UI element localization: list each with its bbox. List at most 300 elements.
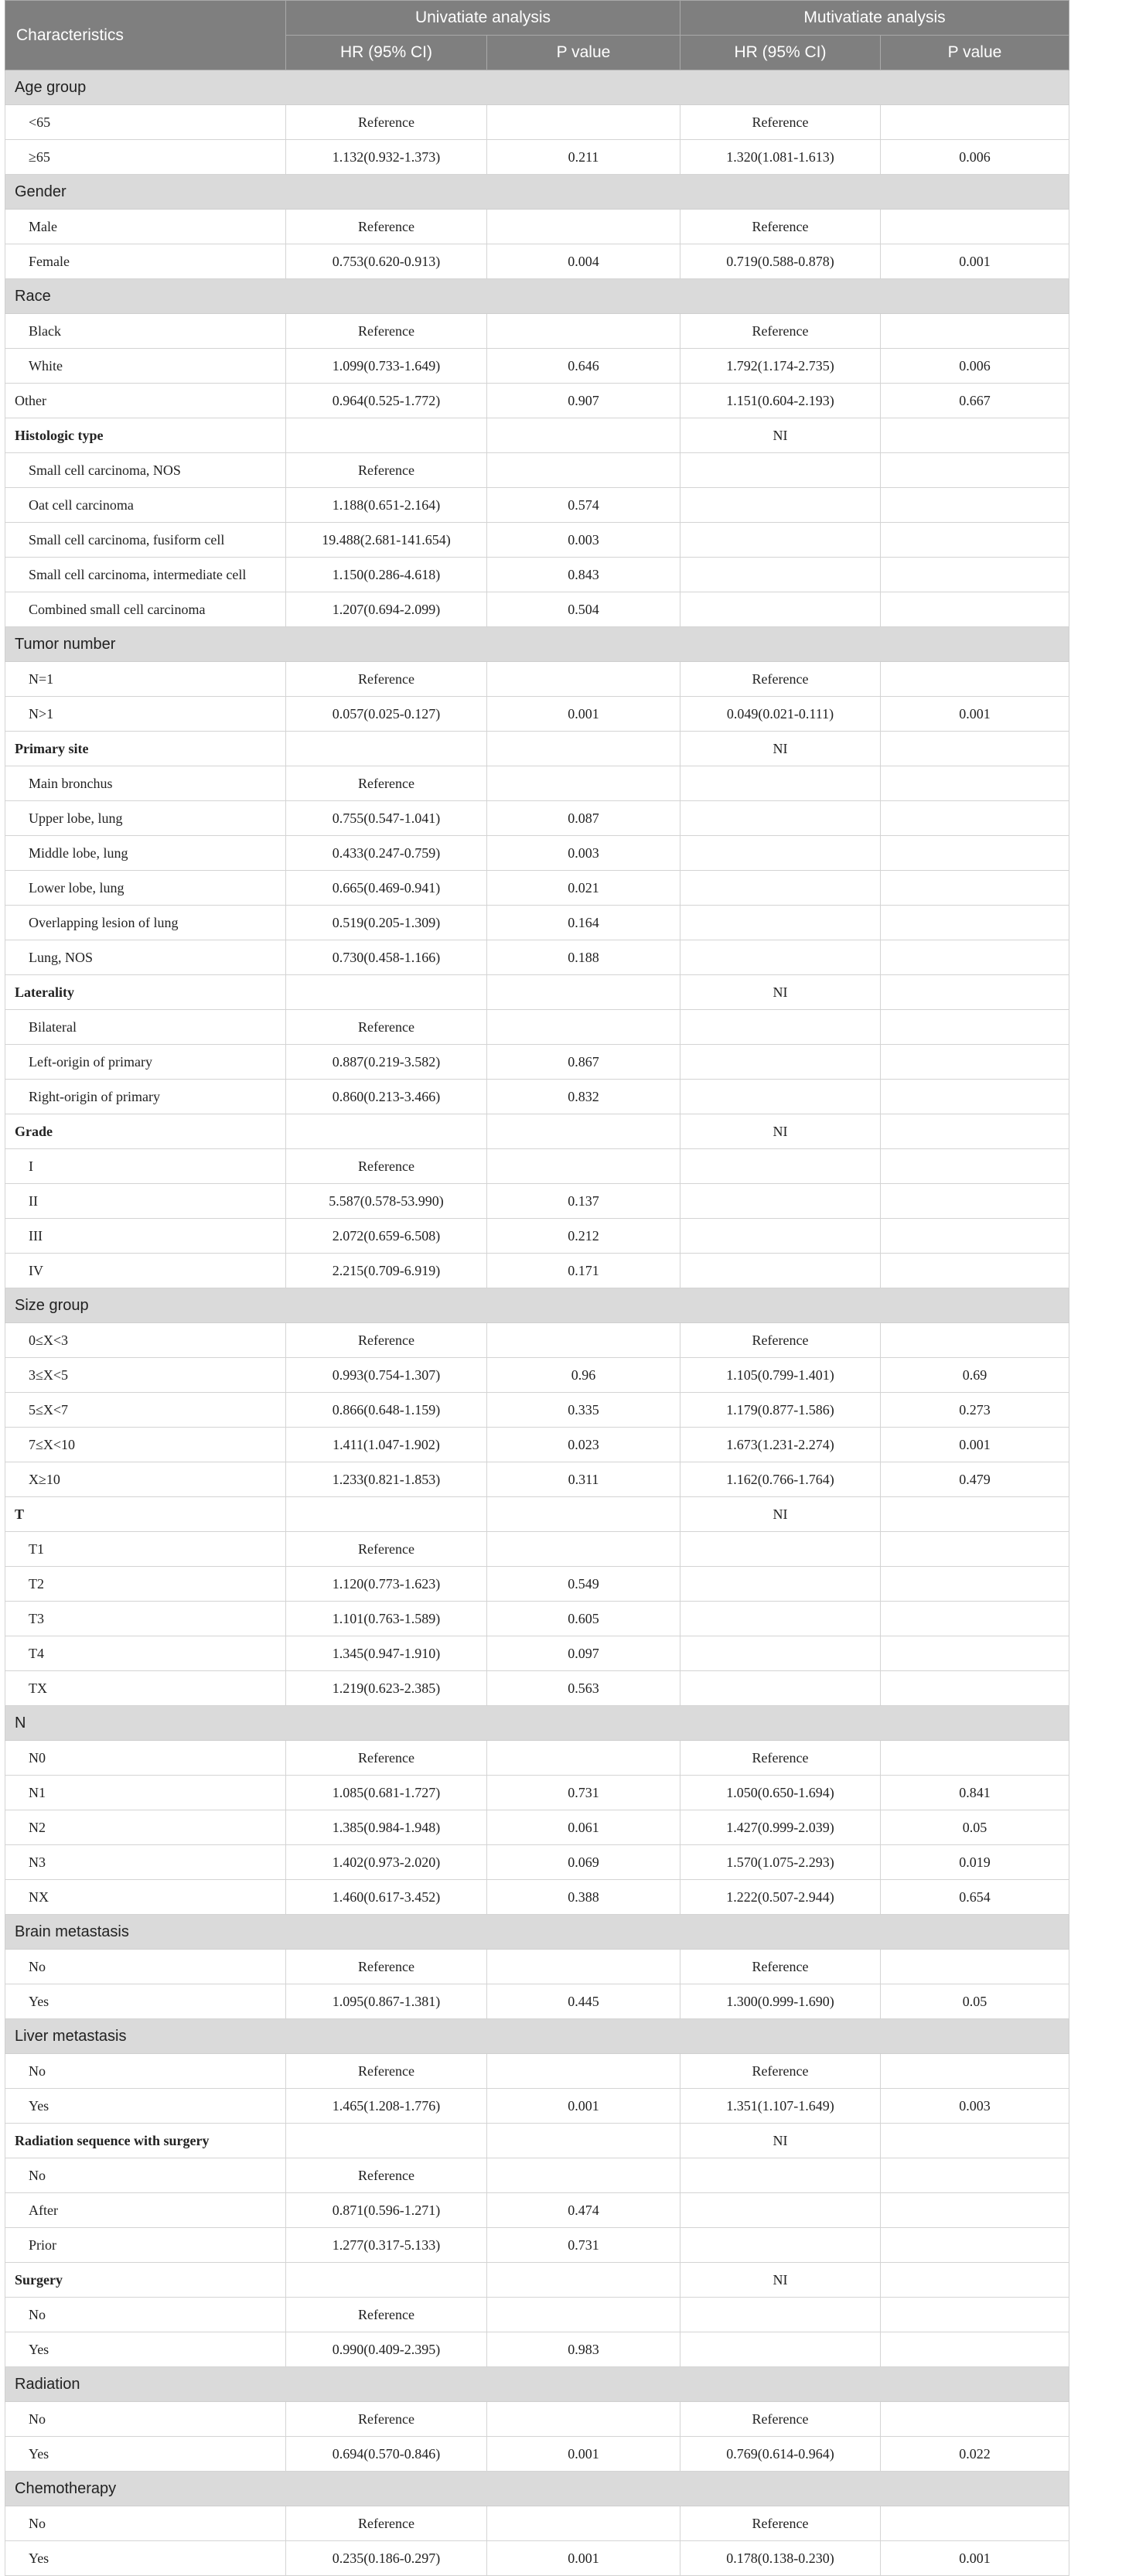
univariate-p-header: P value <box>487 36 680 70</box>
row-label: Middle lobe, lung <box>5 836 286 871</box>
univariate-hr-cell: 1.465(1.208-1.776) <box>286 2089 487 2124</box>
multivariate-hr-cell <box>680 558 881 592</box>
multivariate-hr-cell: 1.427(0.999-2.039) <box>680 1810 881 1845</box>
row-label: After <box>5 2193 286 2228</box>
univariate-p-cell: 0.731 <box>487 2228 680 2263</box>
univariate-hr-cell: Reference <box>286 453 487 488</box>
multivariate-hr-cell <box>680 1602 881 1636</box>
multivariate-hr-cell: 0.049(0.021-0.111) <box>680 697 881 732</box>
multivariate-p-cell <box>881 2124 1069 2158</box>
row-label: Lung, NOS <box>5 940 286 975</box>
multivariate-hr-cell: Reference <box>680 2054 881 2089</box>
table-body <box>5 70 1069 2576</box>
row-label: TX <box>5 1671 286 1706</box>
univariate-hr-cell: 0.866(0.648-1.159) <box>286 1393 487 1428</box>
section-label: Gender <box>5 175 1069 210</box>
row-label: Lower lobe, lung <box>5 871 286 906</box>
table-row <box>5 1254 1069 1288</box>
multivariate-p-cell <box>881 488 1069 523</box>
multivariate-p-cell: 0.479 <box>881 1462 1069 1497</box>
row-label: Small cell carcinoma, NOS <box>5 453 286 488</box>
multivariate-p-cell <box>881 1010 1069 1045</box>
multivariate-hr-cell <box>680 592 881 627</box>
univariate-hr-cell: 19.488(2.681-141.654) <box>286 523 487 558</box>
multivariate-p-cell: 0.001 <box>881 244 1069 279</box>
multivariate-hr-cell: Reference <box>680 1323 881 1358</box>
multivariate-hr-cell: Reference <box>680 210 881 244</box>
univariate-hr-cell: 1.132(0.932-1.373) <box>286 140 487 175</box>
section-header-row <box>5 279 1069 314</box>
multivariate-p-cell <box>881 418 1069 453</box>
univariate-p-cell: 0.023 <box>487 1428 680 1462</box>
univariate-p-cell: 0.212 <box>487 1219 680 1254</box>
univariate-hr-cell <box>286 732 487 766</box>
table-row <box>5 314 1069 349</box>
table-row <box>5 2298 1069 2332</box>
univariate-p-cell: 0.549 <box>487 1567 680 1602</box>
univariate-p-cell: 0.867 <box>487 1045 680 1080</box>
multivariate-hr-cell <box>680 453 881 488</box>
univariate-hr-cell: 0.433(0.247-0.759) <box>286 836 487 871</box>
row-label: Surgery <box>5 2263 286 2298</box>
row-label: Combined small cell carcinoma <box>5 592 286 627</box>
univariate-p-cell: 0.445 <box>487 1984 680 2019</box>
table-row <box>5 1776 1069 1810</box>
univariate-p-cell: 0.832 <box>487 1080 680 1114</box>
row-label: Histologic type <box>5 418 286 453</box>
univariate-hr-cell: 1.150(0.286-4.618) <box>286 558 487 592</box>
univariate-hr-cell: 2.215(0.709-6.919) <box>286 1254 487 1288</box>
univariate-p-cell: 0.96 <box>487 1358 680 1393</box>
univariate-p-cell <box>487 2054 680 2089</box>
table-row <box>5 1567 1069 1602</box>
table-row <box>5 1323 1069 1358</box>
multivariate-p-cell <box>881 1254 1069 1288</box>
multivariate-p-cell <box>881 2228 1069 2263</box>
row-label: III <box>5 1219 286 1254</box>
univariate-hr-cell <box>286 1497 487 1532</box>
univariate-p-cell <box>487 2263 680 2298</box>
cox-regression-table <box>5 0 1069 2576</box>
table-row <box>5 1671 1069 1706</box>
multivariate-p-cell <box>881 1184 1069 1219</box>
univariate-p-cell: 0.001 <box>487 2437 680 2472</box>
multivariate-hr-cell: 1.050(0.650-1.694) <box>680 1776 881 1810</box>
table-row <box>5 1845 1069 1880</box>
multivariate-p-cell <box>881 662 1069 697</box>
multivariate-p-cell <box>881 210 1069 244</box>
section-label: Liver metastasis <box>5 2019 1069 2054</box>
univariate-hr-cell: 1.385(0.984-1.948) <box>286 1810 487 1845</box>
table-row <box>5 1984 1069 2019</box>
multivariate-p-cell <box>881 836 1069 871</box>
multivariate-hr-cell: Reference <box>680 2506 881 2541</box>
row-label: ≥65 <box>5 140 286 175</box>
table-row <box>5 1219 1069 1254</box>
row-label: II <box>5 1184 286 1219</box>
univariate-p-cell: 0.843 <box>487 558 680 592</box>
row-label: Upper lobe, lung <box>5 801 286 836</box>
univariate-hr-cell: Reference <box>286 314 487 349</box>
table-row <box>5 1358 1069 1393</box>
univariate-p-cell <box>487 1114 680 1149</box>
univariate-p-cell: 0.907 <box>487 384 680 418</box>
univariate-p-cell <box>487 2298 680 2332</box>
multivariate-hr-cell: 1.179(0.877-1.586) <box>680 1393 881 1428</box>
multivariate-p-cell: 0.05 <box>881 1810 1069 1845</box>
univariate-hr-cell <box>286 418 487 453</box>
table-row <box>5 244 1069 279</box>
univariate-header: Univatiate analysis <box>286 1 680 36</box>
table-row <box>5 523 1069 558</box>
row-label: T4 <box>5 1636 286 1671</box>
multivariate-p-cell <box>881 2298 1069 2332</box>
multivariate-hr-cell <box>680 1184 881 1219</box>
row-label: Prior <box>5 2228 286 2263</box>
row-label: Small cell carcinoma, intermediate cell <box>5 558 286 592</box>
univariate-p-cell: 0.164 <box>487 906 680 940</box>
section-header-row <box>5 70 1069 105</box>
univariate-p-cell <box>487 105 680 140</box>
section-label: Radiation <box>5 2367 1069 2402</box>
section-header-row <box>5 2472 1069 2506</box>
multivariate-hr-cell: Reference <box>680 662 881 697</box>
row-label: T1 <box>5 1532 286 1567</box>
univariate-hr-cell: Reference <box>286 2298 487 2332</box>
univariate-p-cell: 0.001 <box>487 2541 680 2576</box>
row-label: Right-origin of primary <box>5 1080 286 1114</box>
univariate-p-cell: 0.001 <box>487 2089 680 2124</box>
table-row <box>5 2089 1069 2124</box>
section-label: Race <box>5 279 1069 314</box>
row-label: Yes <box>5 2541 286 2576</box>
univariate-p-cell <box>487 418 680 453</box>
univariate-p-cell <box>487 1323 680 1358</box>
univariate-hr-cell: 1.207(0.694-2.099) <box>286 592 487 627</box>
multivariate-p-cell <box>881 1671 1069 1706</box>
multivariate-hr-cell: 1.222(0.507-2.944) <box>680 1880 881 1915</box>
multivariate-p-cell: 0.654 <box>881 1880 1069 1915</box>
table-row <box>5 1149 1069 1184</box>
multivariate-hr-cell <box>680 1567 881 1602</box>
univariate-hr-cell: 0.519(0.205-1.309) <box>286 906 487 940</box>
row-label: Left-origin of primary <box>5 1045 286 1080</box>
univariate-p-cell <box>487 210 680 244</box>
multivariate-hr-cell: 1.320(1.081-1.613) <box>680 140 881 175</box>
multivariate-hr-cell <box>680 2298 881 2332</box>
table-row <box>5 836 1069 871</box>
row-label: No <box>5 2506 286 2541</box>
multivariate-p-cell: 0.022 <box>881 2437 1069 2472</box>
univariate-p-cell: 0.061 <box>487 1810 680 1845</box>
univariate-hr-cell: 0.753(0.620-0.913) <box>286 244 487 279</box>
row-label: Radiation sequence with surgery <box>5 2124 286 2158</box>
multivariate-hr-cell <box>680 2158 881 2193</box>
multivariate-hr-cell <box>680 1149 881 1184</box>
univariate-p-cell <box>487 1497 680 1532</box>
multivariate-p-cell <box>881 558 1069 592</box>
univariate-hr-cell: 0.755(0.547-1.041) <box>286 801 487 836</box>
univariate-hr-cell: 0.887(0.219-3.582) <box>286 1045 487 1080</box>
row-label: T2 <box>5 1567 286 1602</box>
multivariate-p-cell: 0.667 <box>881 384 1069 418</box>
multivariate-hr-cell: NI <box>680 1114 881 1149</box>
univariate-p-cell <box>487 1010 680 1045</box>
multivariate-p-cell <box>881 1532 1069 1567</box>
univariate-hr-cell: Reference <box>286 2402 487 2437</box>
multivariate-p-cell <box>881 906 1069 940</box>
table-row <box>5 1184 1069 1219</box>
multivariate-p-cell <box>881 975 1069 1010</box>
univariate-p-cell <box>487 1741 680 1776</box>
univariate-p-cell: 0.003 <box>487 836 680 871</box>
univariate-hr-cell: 1.345(0.947-1.910) <box>286 1636 487 1671</box>
section-label: Size group <box>5 1288 1069 1323</box>
multivariate-hr-cell: 0.178(0.138-0.230) <box>680 2541 881 2576</box>
section-label: Tumor number <box>5 627 1069 662</box>
table-row <box>5 1462 1069 1497</box>
multivariate-p-cell <box>881 1219 1069 1254</box>
univariate-p-cell <box>487 1950 680 1984</box>
row-label: 7≤X<10 <box>5 1428 286 1462</box>
univariate-p-cell <box>487 1149 680 1184</box>
univariate-hr-cell: 1.402(0.973-2.020) <box>286 1845 487 1880</box>
table-row <box>5 801 1069 836</box>
multivariate-p-cell: 0.003 <box>881 2089 1069 2124</box>
multivariate-p-cell <box>881 2263 1069 2298</box>
multivariate-p-cell <box>881 1950 1069 1984</box>
row-label: Small cell carcinoma, fusiform cell <box>5 523 286 558</box>
multivariate-hr-cell <box>680 1010 881 1045</box>
table-row <box>5 488 1069 523</box>
row-label: Yes <box>5 1984 286 2019</box>
multivariate-p-cell: 0.001 <box>881 2541 1069 2576</box>
row-label: N>1 <box>5 697 286 732</box>
table-row <box>5 105 1069 140</box>
multivariate-hr-cell <box>680 1254 881 1288</box>
univariate-p-cell <box>487 314 680 349</box>
univariate-p-cell: 0.311 <box>487 1462 680 1497</box>
univariate-hr-cell: Reference <box>286 2054 487 2089</box>
row-label: Other <box>5 384 286 418</box>
table-row <box>5 697 1069 732</box>
multivariate-hr-cell: Reference <box>680 1950 881 1984</box>
table-row <box>5 1880 1069 1915</box>
multivariate-p-cell <box>881 871 1069 906</box>
univariate-hr-cell: 0.694(0.570-0.846) <box>286 2437 487 2472</box>
univariate-p-cell: 0.646 <box>487 349 680 384</box>
multivariate-hr-cell <box>680 940 881 975</box>
multivariate-p-cell <box>881 1149 1069 1184</box>
multivariate-p-cell <box>881 1114 1069 1149</box>
table-row <box>5 1741 1069 1776</box>
multivariate-hr-cell: NI <box>680 418 881 453</box>
multivariate-p-cell <box>881 1636 1069 1671</box>
row-label: 5≤X<7 <box>5 1393 286 1428</box>
table-row <box>5 766 1069 801</box>
univariate-hr-cell: 0.665(0.469-0.941) <box>286 871 487 906</box>
multivariate-p-cell <box>881 2506 1069 2541</box>
univariate-hr-cell: 1.219(0.623-2.385) <box>286 1671 487 1706</box>
univariate-hr-cell: 0.730(0.458-1.166) <box>286 940 487 975</box>
row-label: <65 <box>5 105 286 140</box>
row-label: No <box>5 2054 286 2089</box>
row-label: Overlapping lesion of lung <box>5 906 286 940</box>
multivariate-hr-cell <box>680 2332 881 2367</box>
univariate-hr-cell: Reference <box>286 1010 487 1045</box>
row-label: IV <box>5 1254 286 1288</box>
multivariate-hr-cell: NI <box>680 732 881 766</box>
multivariate-p-cell <box>881 1045 1069 1080</box>
row-label: Primary site <box>5 732 286 766</box>
table-row <box>5 1010 1069 1045</box>
table-row <box>5 2054 1069 2089</box>
univariate-p-cell: 0.388 <box>487 1880 680 1915</box>
row-label: Grade <box>5 1114 286 1149</box>
univariate-p-cell: 0.605 <box>487 1602 680 1636</box>
table-row <box>5 2193 1069 2228</box>
multivariate-p-cell <box>881 2193 1069 2228</box>
multivariate-hr-cell: 0.769(0.614-0.964) <box>680 2437 881 2472</box>
row-label: N=1 <box>5 662 286 697</box>
row-label: No <box>5 2298 286 2332</box>
row-label: No <box>5 2402 286 2437</box>
univariate-hr-cell: 0.871(0.596-1.271) <box>286 2193 487 2228</box>
univariate-hr-cell: 0.990(0.409-2.395) <box>286 2332 487 2367</box>
univariate-p-cell: 0.188 <box>487 940 680 975</box>
univariate-p-cell: 0.069 <box>487 1845 680 1880</box>
section-label: Brain metastasis <box>5 1915 1069 1950</box>
multivariate-p-cell <box>881 940 1069 975</box>
table-row <box>5 1080 1069 1114</box>
multivariate-hr-cell <box>680 836 881 871</box>
multivariate-hr-cell <box>680 1532 881 1567</box>
multivariate-p-cell: 0.05 <box>881 1984 1069 2019</box>
table-header <box>5 1 1069 70</box>
table-row <box>5 2541 1069 2576</box>
row-label: Oat cell carcinoma <box>5 488 286 523</box>
variable-group-row <box>5 2124 1069 2158</box>
multivariate-p-cell <box>881 592 1069 627</box>
variable-group-row <box>5 418 1069 453</box>
univariate-hr-cell <box>286 975 487 1010</box>
table-row <box>5 1532 1069 1567</box>
table-row <box>5 210 1069 244</box>
row-label: X≥10 <box>5 1462 286 1497</box>
multivariate-hr-cell: 1.105(0.799-1.401) <box>680 1358 881 1393</box>
univariate-p-cell: 0.021 <box>487 871 680 906</box>
characteristics-header: Characteristics <box>5 1 286 70</box>
univariate-hr-cell: 0.235(0.186-0.297) <box>286 2541 487 2576</box>
multivariate-hr-cell: 1.151(0.604-2.193) <box>680 384 881 418</box>
row-label: White <box>5 349 286 384</box>
univariate-hr-cell: Reference <box>286 1741 487 1776</box>
table-row <box>5 1602 1069 1636</box>
multivariate-hr-cell: Reference <box>680 2402 881 2437</box>
multivariate-hr-cell <box>680 523 881 558</box>
multivariate-hr-cell <box>680 1219 881 1254</box>
row-label: N0 <box>5 1741 286 1776</box>
table-row <box>5 592 1069 627</box>
row-label: Yes <box>5 2332 286 2367</box>
row-label: N2 <box>5 1810 286 1845</box>
table-row <box>5 906 1069 940</box>
table-row <box>5 453 1069 488</box>
multivariate-p-cell <box>881 2402 1069 2437</box>
section-header-row <box>5 2367 1069 2402</box>
row-label: No <box>5 2158 286 2193</box>
row-label: I <box>5 1149 286 1184</box>
row-label: N1 <box>5 1776 286 1810</box>
univariate-p-cell <box>487 2402 680 2437</box>
variable-group-row <box>5 2263 1069 2298</box>
univariate-hr-cell: 0.860(0.213-3.466) <box>286 1080 487 1114</box>
multivariate-hr-cell: 1.570(1.075-2.293) <box>680 1845 881 1880</box>
univariate-p-cell: 0.001 <box>487 697 680 732</box>
multivariate-hr-cell: Reference <box>680 1741 881 1776</box>
univariate-hr-cell: 1.099(0.733-1.649) <box>286 349 487 384</box>
table-row <box>5 2332 1069 2367</box>
multivariate-p-cell <box>881 732 1069 766</box>
univariate-p-cell: 0.504 <box>487 592 680 627</box>
section-header-row <box>5 627 1069 662</box>
section-header-row <box>5 1706 1069 1741</box>
row-label: NX <box>5 1880 286 1915</box>
row-label: T3 <box>5 1602 286 1636</box>
row-label: T <box>5 1497 286 1532</box>
univariate-p-cell: 0.004 <box>487 244 680 279</box>
univariate-p-cell <box>487 766 680 801</box>
multivariate-hr-cell: NI <box>680 2263 881 2298</box>
row-label: Laterality <box>5 975 286 1010</box>
multivariate-p-cell <box>881 1602 1069 1636</box>
multivariate-p-cell: 0.69 <box>881 1358 1069 1393</box>
univariate-p-cell <box>487 2506 680 2541</box>
univariate-p-cell: 0.097 <box>487 1636 680 1671</box>
row-label: 0≤X<3 <box>5 1323 286 1358</box>
univariate-hr-cell: 0.993(0.754-1.307) <box>286 1358 487 1393</box>
table-row <box>5 2402 1069 2437</box>
univariate-p-cell: 0.474 <box>487 2193 680 2228</box>
multivariate-p-cell: 0.273 <box>881 1393 1069 1428</box>
univariate-hr-cell: 0.964(0.525-1.772) <box>286 384 487 418</box>
table-row <box>5 140 1069 175</box>
row-label: Male <box>5 210 286 244</box>
univariate-hr-cell: 5.587(0.578-53.990) <box>286 1184 487 1219</box>
multivariate-p-cell <box>881 2054 1069 2089</box>
table-row <box>5 1393 1069 1428</box>
multivariate-p-cell <box>881 523 1069 558</box>
table-row <box>5 349 1069 384</box>
multivariate-hr-cell <box>680 2228 881 2263</box>
univariate-hr-cell: Reference <box>286 1323 487 1358</box>
univariate-hr-cell: 1.120(0.773-1.623) <box>286 1567 487 1602</box>
univariate-hr-header: HR (95% CI) <box>286 36 487 70</box>
multivariate-p-cell: 0.001 <box>881 1428 1069 1462</box>
multivariate-p-cell <box>881 314 1069 349</box>
multivariate-p-cell <box>881 453 1069 488</box>
univariate-hr-cell: 1.188(0.651-2.164) <box>286 488 487 523</box>
variable-group-row <box>5 1497 1069 1532</box>
univariate-p-cell: 0.003 <box>487 523 680 558</box>
multivariate-p-cell <box>881 1323 1069 1358</box>
multivariate-hr-cell <box>680 488 881 523</box>
table-row <box>5 2437 1069 2472</box>
univariate-p-cell <box>487 662 680 697</box>
univariate-hr-cell <box>286 2124 487 2158</box>
multivariate-p-cell <box>881 105 1069 140</box>
univariate-hr-cell: 2.072(0.659-6.508) <box>286 1219 487 1254</box>
